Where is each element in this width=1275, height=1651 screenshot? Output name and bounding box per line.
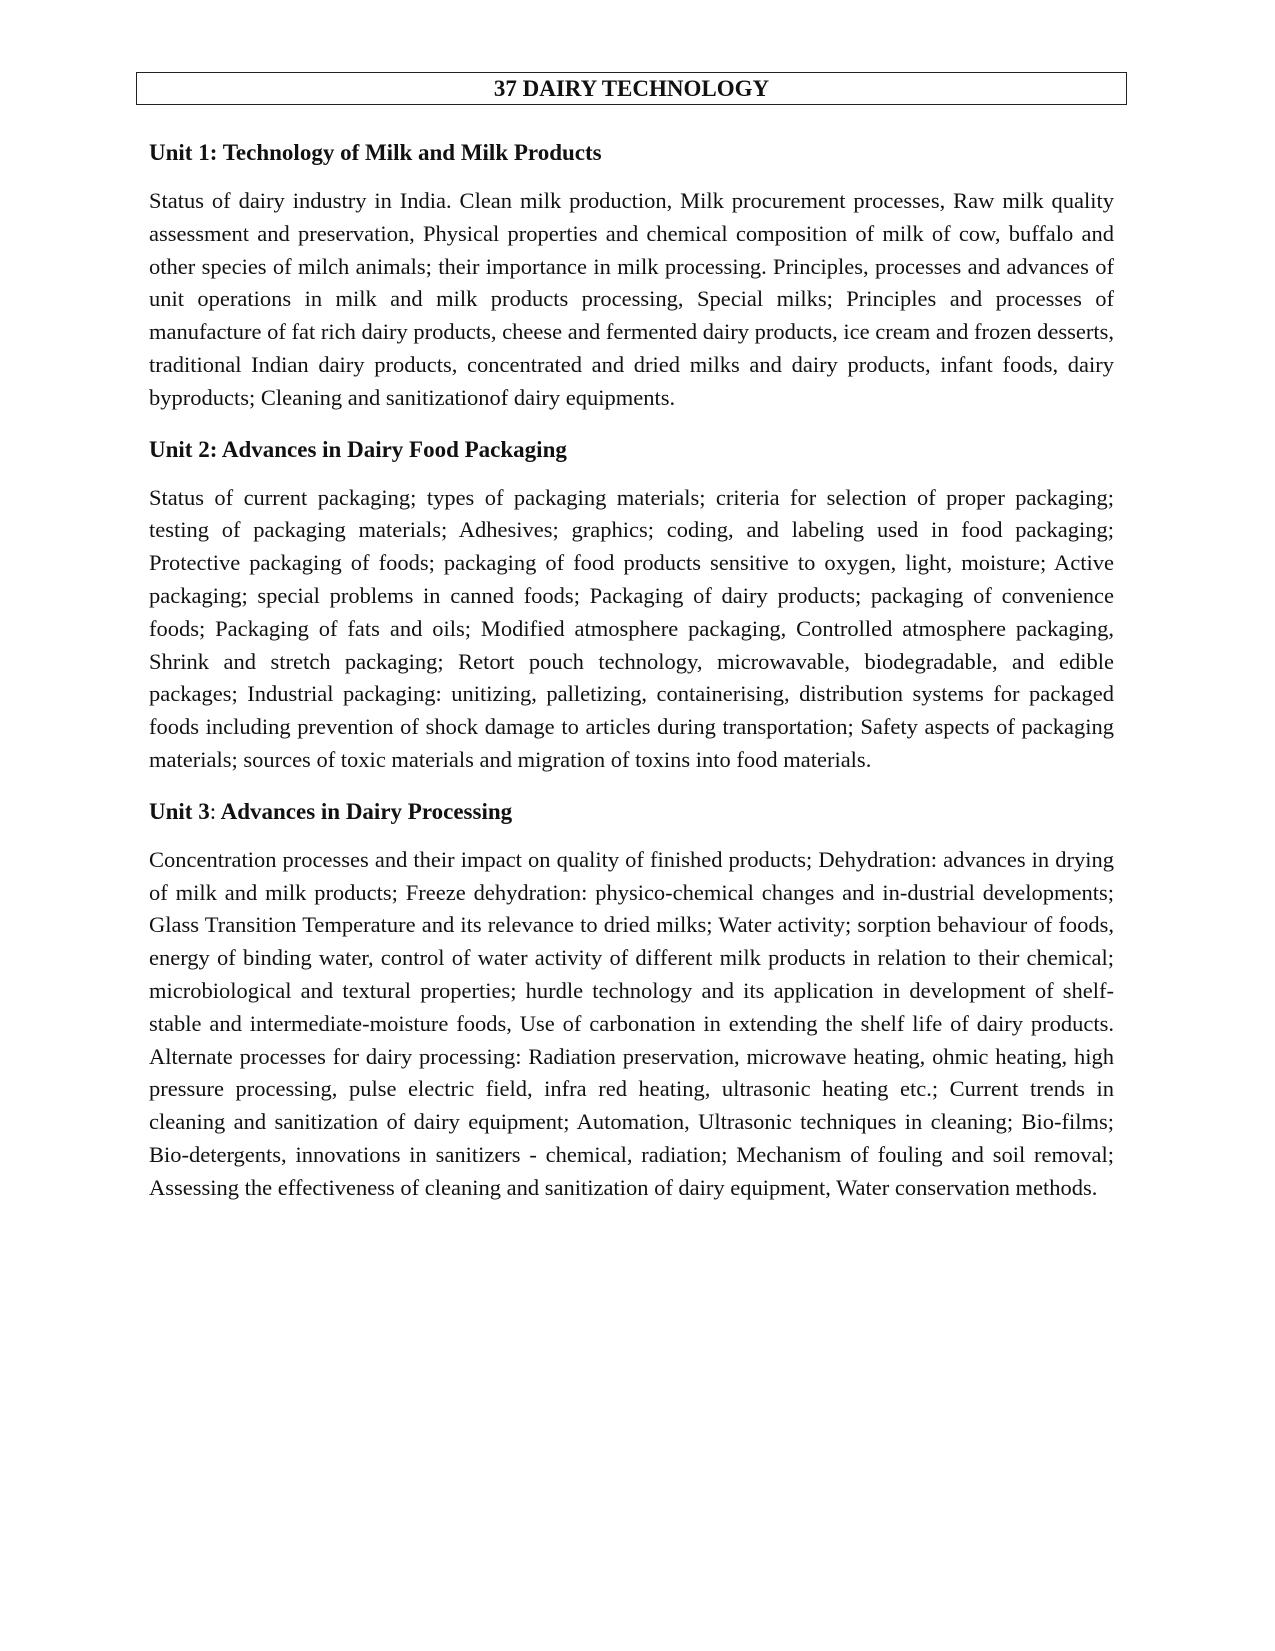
unit-2-heading: Unit 2: Advances in Dairy Food Packaging [149,436,567,462]
document-content [149,136,1114,1223]
unit-3-heading-title: Advances in Dairy Processing [220,798,513,824]
unit-1-section [149,136,1114,415]
unit-3-heading-separator: : [209,798,217,824]
unit-2-section [149,433,1114,777]
unit-3-heading [149,795,1114,828]
unit-2-body: Status of current packaging; types of packaging materials; criteria for selection of proper packaging; testing of packaging materials; Adhesives; graphics; coding, and labeling used in food packaging; Protective packaging of foods; packaging of food products sensitive to oxygen, light, moisture; Active packaging; special problems in canned foods; Packaging of dairy products; packaging of convenience foods; Packaging of fats and oils; Modified atmosphere packaging, Controlled atmosphere packaging, Shrink and stretch packaging; Retort pouch technology, microwavable, biodegradable, and edible packages; Industrial packaging: unitizing, palletizing, containerising, distribution systems for packaged foods including prevention of shock damage to articles during transportation; Safety aspects of packaging materials; sources of toxic materials and migration of toxins into food materials. [149,484,1114,772]
unit-1-body: Status of dairy industry in India. Clean milk production, Milk procurement processes, Raw milk quality assessment and preservation, Physical properties and chemical composition of milk of cow, buffalo and other species of milch animals; their importance in milk processing. Principles, processes and advances of unit operations in milk and milk products processing, Special milks; Principles and processes of manufacture of fat rich dairy products, cheese and fermented dairy products, ice cream and frozen desserts, traditional Indian dairy products, concentrated and dried milks and dairy products, infant foods, dairy byproducts; Cleaning and sanitizationof dairy equipments. [149,188,1114,410]
document-title: 37 DAIRY TECHNOLOGY [136,72,1127,105]
unit-3-body: Concentration processes and their impact on quality of finished products; Dehydration: advances in drying of milk and milk products; Freeze dehydration: physico-chemical changes and in-dustrial developments; Glass Transition Temperature and its relevance to dried milks; Water activity; sorption behaviour of foods, energy of binding water, control of water activity of different milk products in relation to their chemical; microbiological and textural properties; hurdle technology and its application in development of shelf-stable and intermediate-moisture foods, Use of carbonation in extending the shelf life of dairy products. Alternate processes for dairy processing: Radiation preservation, microwave heating, ohmic heating, high pressure processing, pulse electric field, infra red heating, ultrasonic heating etc.; Current trends in cleaning and sanitization of dairy equipment; Automation, Ultrasonic techniques in cleaning; Bio-films; Bio-detergents, innovations in sanitizers - chemical, radiation; Mechanism of fouling and soil removal; Assessing the effectiveness of cleaning and sanitization of dairy equipment, Water conservation methods. [149,846,1114,1200]
unit-1-heading: Unit 1: Technology of Milk and Milk Products [149,140,602,165]
unit-3-heading-label: Unit 3 [149,798,210,824]
unit-3-section [149,795,1114,1205]
